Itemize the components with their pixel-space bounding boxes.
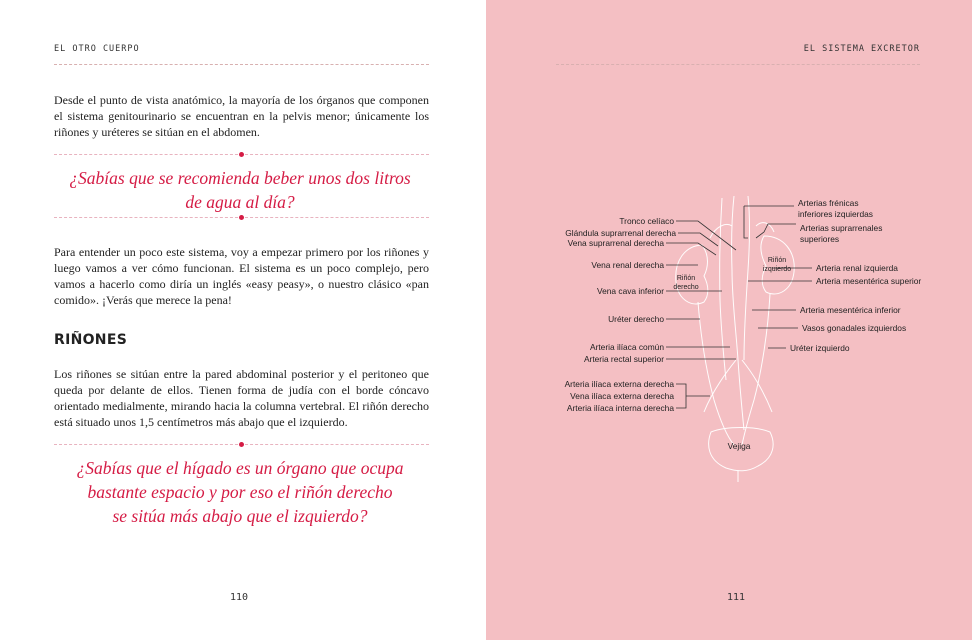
iliac-right <box>704 360 736 412</box>
left-ureter-shape <box>742 294 770 445</box>
callout-water-line-1: ¿Sabías que se recomienda beber unos dos litros <box>69 168 411 188</box>
label-vena-renal-derecha: Vena renal derecha <box>591 260 664 270</box>
paragraph-rinones: Los riñones se sitúan entre la pared abdominal posterior y el peritoneo que queda por delante de ellos. Tienen forma de judía con el borde cóncavo orientado medialmente, mirando hacia la columna vertebral. El riñón derecho está situado unos 1,5 centímetros más abajo que el izquierdo. <box>54 367 429 429</box>
label-vejiga: Vejiga <box>727 441 751 451</box>
label-glandula-suprarrenal-derecha: Glándula suprarrenal derecha <box>565 228 676 238</box>
label-arteria-iliaca-comun: Arteria ilíaca común <box>589 342 664 352</box>
right-page <box>486 0 972 640</box>
right-ureter-shape <box>698 302 734 445</box>
label-arteria-mesenterica-superior: Arteria mesentérica superior <box>816 276 922 286</box>
callout-ornament-top <box>54 150 429 159</box>
label-rinon-derecho-line-2: derecho <box>673 284 699 291</box>
label-vena-iliaca-externa-derecha: Vena ilíaca externa derecha <box>570 391 674 401</box>
label-arterias-suprarrenales-line-1: Arterias suprarrenales <box>800 223 883 233</box>
running-head-right: EL SISTEMA EXCRETOR <box>803 44 920 54</box>
label-arteria-iliaca-interna-derecha: Arteria ilíaca interna derecha <box>566 403 674 413</box>
callout-liver-line-3: se sitúa más abajo que el izquierdo? <box>112 506 368 526</box>
page-number-left: 110 <box>230 592 249 603</box>
label-arteria-rectal-superior: Arteria rectal superior <box>583 354 664 364</box>
leader-frenicas-vertical <box>744 206 748 238</box>
label-vasos-gonadales-izquierdos: Vasos gonadales izquierdos <box>802 323 907 333</box>
callout-liver-line-1: ¿Sabías que el hígado es un órgano que ocupa <box>76 458 404 478</box>
label-arteria-iliaca-externa-derecha: Arteria ilíaca externa derecha <box>564 379 674 389</box>
callout-water-line-2: de agua al día? <box>185 192 295 212</box>
label-arterias-suprarrenales-line-2: superiores <box>800 234 840 244</box>
label-ureter-izquierdo: Uréter izquierdo <box>790 343 850 353</box>
aorta-right-wall <box>744 196 750 360</box>
aorta-shape <box>732 196 744 430</box>
left-kidney-shape <box>761 236 794 294</box>
label-arterias-frenicas-line-1: Arterias frénicas <box>798 198 859 208</box>
label-arteria-renal-izquierda: Arteria renal izquierda <box>816 263 898 273</box>
anatomy-illustration <box>676 196 794 482</box>
header-rule-left <box>54 64 429 65</box>
leader-bracket-iliacas <box>676 384 686 408</box>
callout-ornament-bottom <box>54 213 429 222</box>
label-rinon-derecho-line-1: Riñón <box>676 275 696 282</box>
callout-liver-line-2: bastante espacio y por eso el riñón derecho <box>87 482 393 502</box>
callout-water <box>40 166 440 214</box>
callout-liver <box>40 456 440 528</box>
running-head-left: EL OTRO CUERPO <box>54 44 140 54</box>
label-vena-suprarrenal-derecha: Vena suprarrenal derecha <box>567 238 664 248</box>
page-number-right: 111 <box>727 592 746 603</box>
label-vena-cava-inferior: Vena cava inferior <box>596 286 664 296</box>
leader-vena-suprarrenal <box>666 243 716 255</box>
label-arteria-mesenterica-inferior: Arteria mesentérica inferior <box>800 305 901 315</box>
label-rinon-izquierdo-line-2: izquierdo <box>762 266 792 273</box>
leader-tronco-celiaco <box>676 221 736 250</box>
section-heading-rinones: RIÑONES <box>54 332 128 348</box>
excretory-system-diagram <box>486 0 972 640</box>
paragraph-intro: Desde el punto de vista anatómico, la mayoría de los órganos que componen el sistema genitourinario se encuentran en la pelvis menor; únicamente los riñones y uréteres se sitúan en el abdomen. <box>54 93 429 139</box>
suprarenal-right <box>710 225 732 239</box>
label-ureter-derecho: Uréter derecho <box>608 314 664 324</box>
leader-suprarrenales <box>756 224 796 238</box>
label-tronco-celiaco: Tronco celíaco <box>619 216 674 226</box>
paragraph-system: Para entender un poco este sistema, voy a empezar primero por los riñones y luego vamos a ver cómo funcionan. El sistema es un poco complejo, pero vamos a hacerlo como diría un inglés «easy peasy», o nuestro clásico «pan comido». ¡Verás que merece la pena! <box>54 245 429 307</box>
label-rinon-izquierdo-line-1: Riñón <box>767 257 787 264</box>
callout-ornament-top-2 <box>54 440 429 449</box>
label-arterias-frenicas-line-2: inferiores izquierdas <box>798 209 873 219</box>
